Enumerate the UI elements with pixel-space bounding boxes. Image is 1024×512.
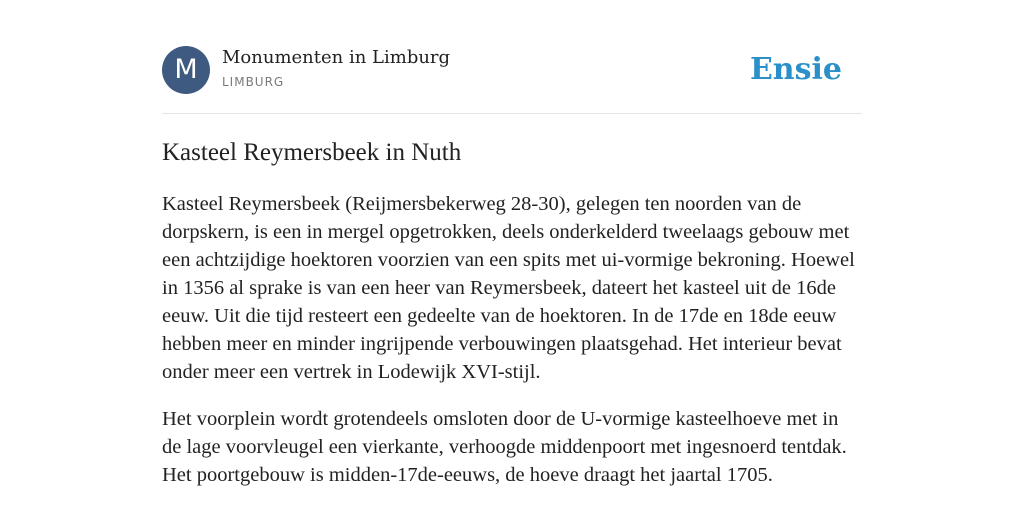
source-category-link[interactable]: LIMBURG [222,75,285,89]
ensie-logo[interactable]: Ensie [749,52,842,87]
source-header [162,46,862,96]
article-paragraph-2: Het voorplein wordt grotendeels omsloten door de U-vormige kasteelhoeve met in de lage voorvleugel een vierkante, verhoogde middenpoort met ingesnoerd tentdak. Het poortgebouw is midden-17de-eeuws, de hoeve draagt het jaartal 1705. [162,408,847,486]
source-name-link[interactable]: Monumenten in Limburg [222,47,451,68]
header-divider [162,113,862,114]
avatar[interactable]: M [162,46,210,94]
page-title: Kasteel Reymersbeek in Nuth [162,139,462,166]
article-paragraph-1: Kasteel Reymersbeek (Reijmersbekerweg 28-30), gelegen ten noorden van de dorpskern, is een in mergel opgetrokken, deels onderkelderd tweelaags gebouw met een achtzijdige hoektoren voorzien van een spits met ui-vormige bekroning. Hoewel in 1356 al sprake is van een heer van Reymersbeek, dateert het kasteel uit de 16de eeuw. Uit die tijd resteert een gedeelte van de hoektoren. In de 17de en 18de eeuw hebben meer en minder ingrijpende verbouwingen plaatsgehad. Het interieur bevat onder meer een vertrek in Lodewijk XVI-stijl. [162,193,855,383]
